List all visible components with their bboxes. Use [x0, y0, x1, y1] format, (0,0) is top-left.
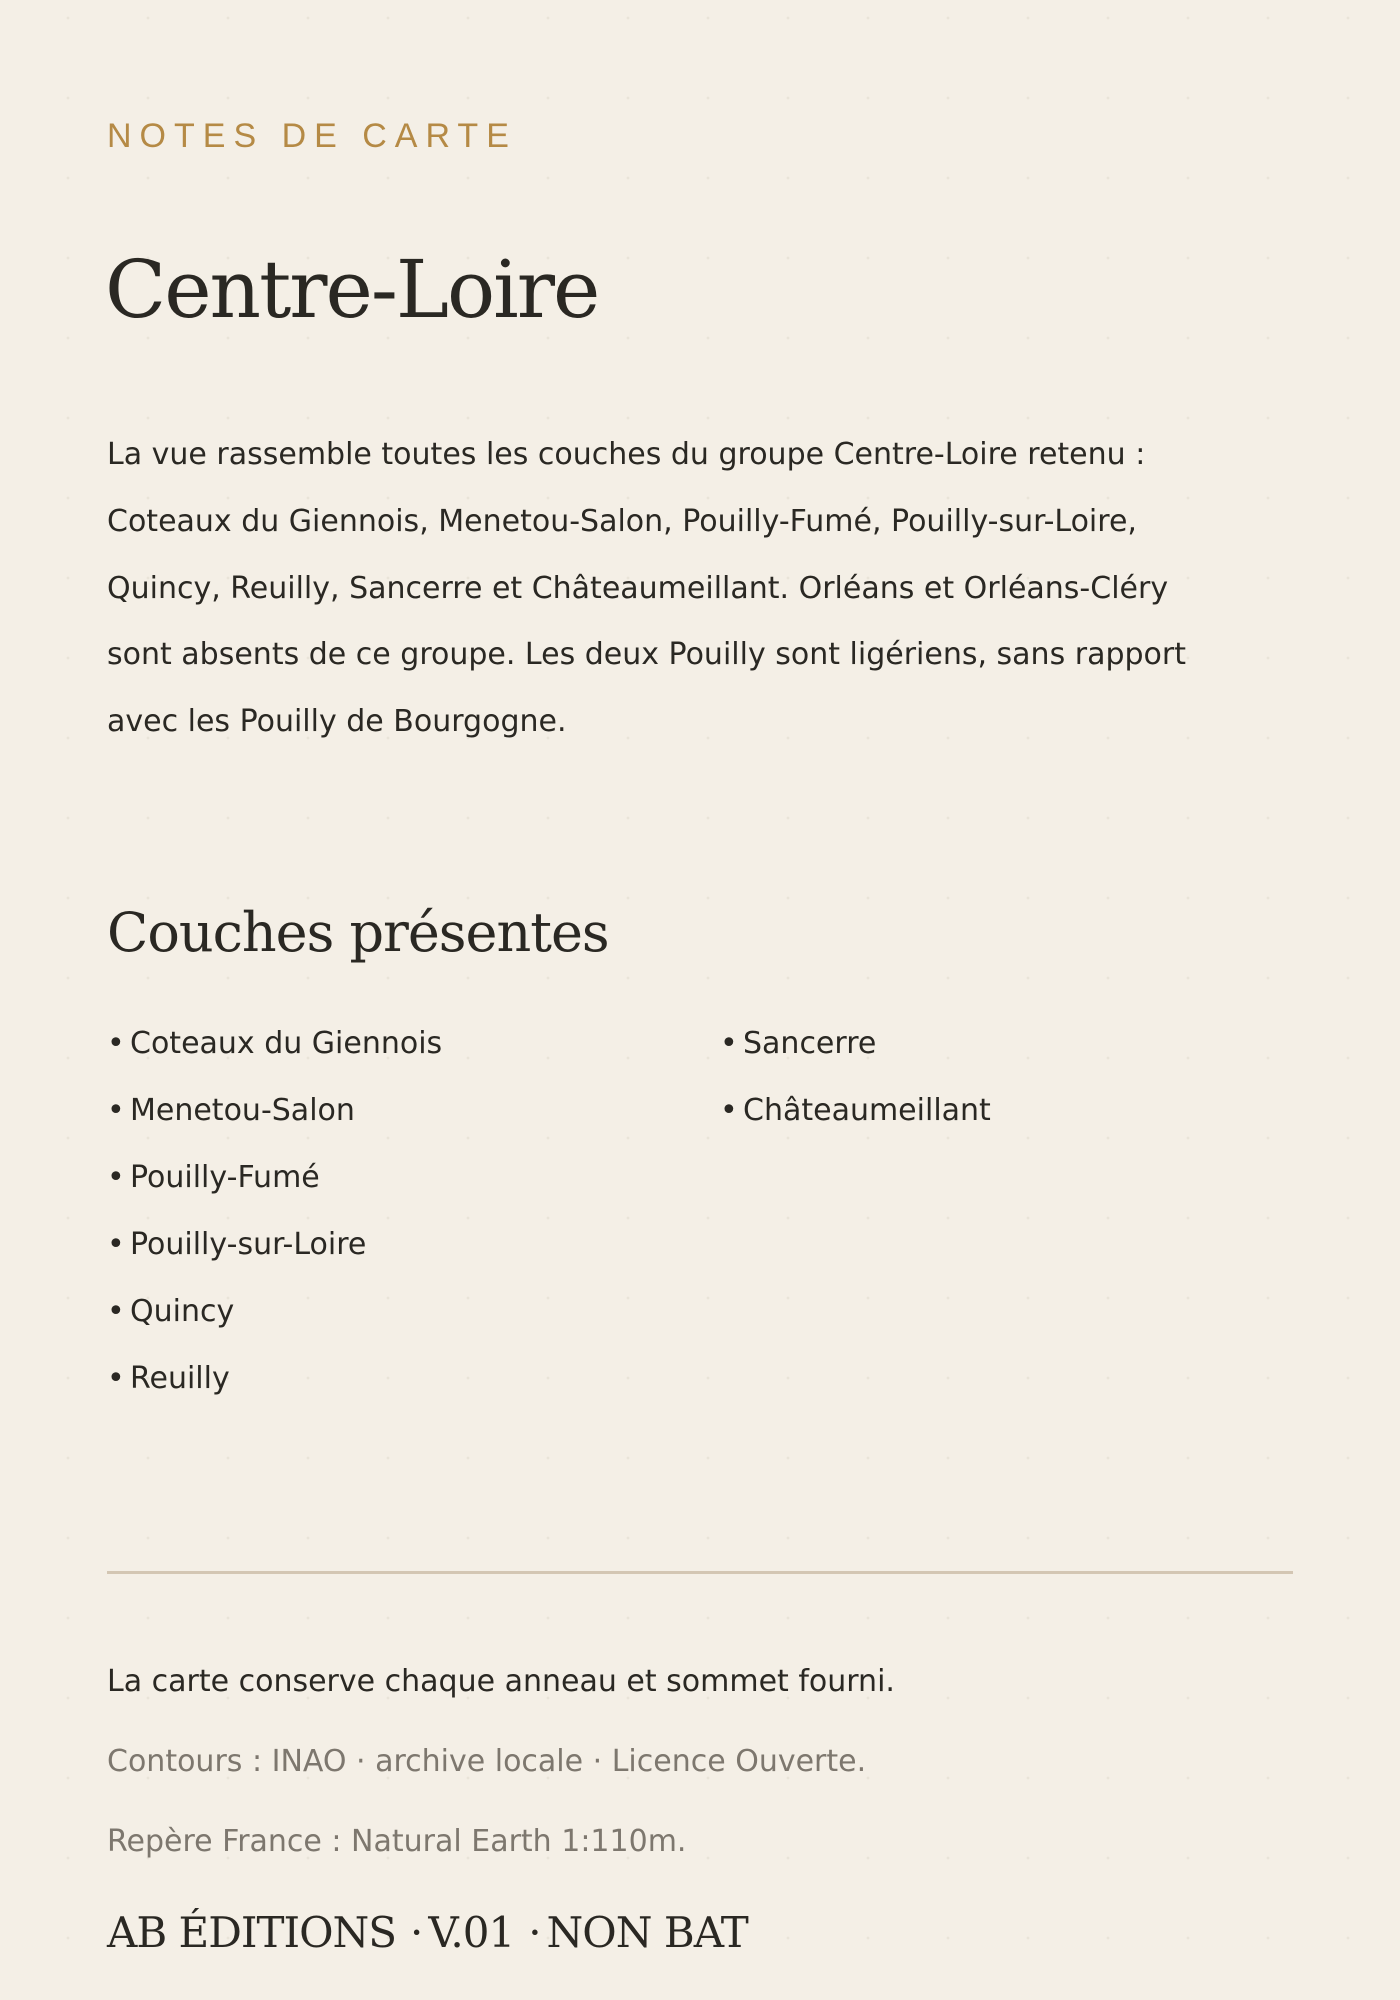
list-item	[720, 1077, 1207, 1144]
publisher-name: AB ÉDITIONS	[107, 1908, 397, 1957]
bullet-icon: •	[107, 1227, 125, 1262]
bullet-icon: •	[107, 1026, 125, 1061]
list-item	[107, 1144, 720, 1211]
bullet-icon: •	[720, 1026, 738, 1061]
contours-credit: Contours : INAO · archive locale · Licence Ouverte.	[107, 1744, 867, 1779]
layer-label: Coteaux du Giennois	[130, 1026, 443, 1061]
eyebrow-label: NOTES DE CARTE	[107, 117, 517, 155]
layers-section-title: Couches présentes	[107, 901, 609, 964]
intro-paragraph: La vue rassemble toutes les couches du groupe Centre-Loire retenu : Coteaux du Giennois, Menetou-Salon, Pouilly-Fumé, Pouilly-sur-Loire, Quincy, Reuilly, Sancerre et Châteaumeillant. Orléans et Orléans-Cléry sont absents de ce groupe. Les deux Pouilly sont ligériens, sans rapport avec les Pouilly de Bourgogne.	[107, 437, 1186, 740]
list-item	[720, 1010, 1207, 1077]
repere-credit: Repère France : Natural Earth 1:110m.	[107, 1824, 687, 1859]
layer-label: Pouilly-sur-Loire	[130, 1227, 367, 1262]
layer-label: Sancerre	[743, 1026, 877, 1061]
bullet-icon: •	[107, 1294, 125, 1329]
divider	[107, 1571, 1293, 1574]
separator-dot: ·	[528, 1908, 541, 1957]
notes-page	[107, 0, 1293, 2000]
separator-dot: ·	[410, 1908, 423, 1957]
list-item	[107, 1211, 720, 1278]
bullet-icon: •	[107, 1093, 125, 1128]
list-item	[107, 1278, 720, 1345]
layers-list	[107, 1010, 1207, 1412]
bullet-icon: •	[107, 1361, 125, 1396]
colophon	[107, 1908, 748, 1958]
status-label: NON BAT	[546, 1908, 748, 1957]
version-label: V.01	[428, 1908, 515, 1957]
list-item	[107, 1077, 720, 1144]
bullet-icon: •	[107, 1160, 125, 1195]
layer-label: Reuilly	[130, 1361, 230, 1396]
page-title: Centre-Loire	[105, 243, 599, 336]
layer-label: Châteaumeillant	[743, 1093, 991, 1128]
list-item	[107, 1010, 720, 1077]
layer-label: Quincy	[130, 1294, 235, 1329]
footer-note: La carte conserve chaque anneau et sommet fourni.	[107, 1664, 895, 1699]
bullet-icon: •	[720, 1093, 738, 1128]
layer-label: Menetou-Salon	[130, 1093, 355, 1128]
layer-label: Pouilly-Fumé	[130, 1160, 320, 1195]
list-item	[107, 1345, 720, 1412]
